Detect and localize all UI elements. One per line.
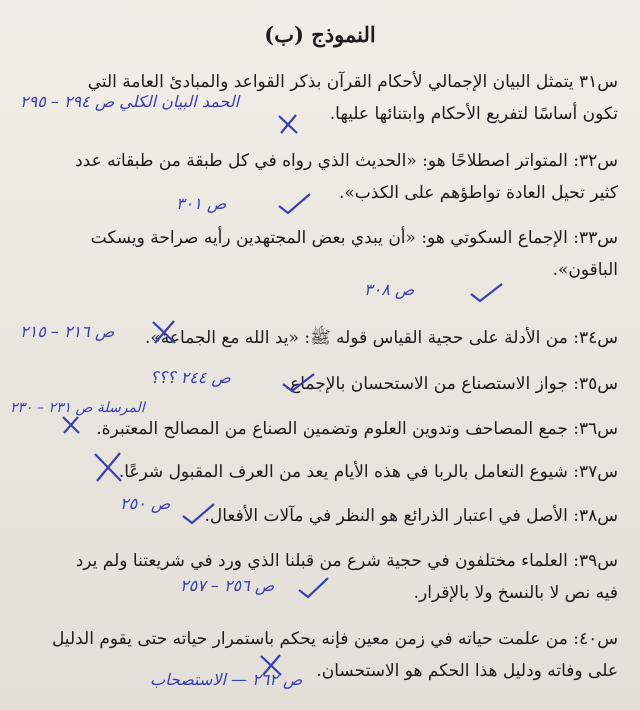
question-31-line-2: تكون أساسًا لتفريع الأحكام وابتنائها عليها. [329,104,618,124]
wrong-x-mark-37 [92,450,124,484]
wrong-x-mark-34 [150,318,178,346]
check-mark-35 [280,370,316,394]
question-39-line-2: فيه نص لا بالنسخ ولا بالإقرار. [413,583,618,603]
question-33 [18,222,618,286]
check-mark-38 [180,500,216,526]
question-40 [18,623,618,687]
question-32-line-2: كثير تحيل العادة تواطؤهم على الكذب». [338,183,618,203]
question-35 [18,368,618,400]
handwritten-note-35: ص ٢٤٤ ؟؟؟ [150,368,231,387]
question-38 [18,500,618,532]
question-38-line-1: س٣٨: الأصل في اعتبار الذرائع هو النظر في مآلات الأفعال. [204,506,618,526]
question-36 [18,413,618,445]
wrong-x-mark-40 [258,652,284,678]
question-33-line-2: الباقون». [552,260,618,280]
handwritten-note-36: المرسلة ص ٢٣١ – ٢٣٠ [10,400,145,416]
question-34-line-1: س٣٤: من الأدلة على حجية القياس قوله ﷺ: «يد الله مع الجماعة». [144,328,618,348]
handwritten-note-40: ص ٢٦٢ — الاستصحاب [150,670,303,689]
question-40-line-2: على وفاته ودليل هذا الحكم هو الاستحسان. [316,661,618,681]
handwritten-note-33: ص ٣٠٨ [364,280,415,299]
handwritten-note-39: ص ٢٥٦ – ٢٥٧ [180,576,275,595]
question-39-line-1: س٣٩: العلماء مختلفون في حجية شرع من قبلنا الذي ورد في شريعتنا ولم يرد [75,551,618,571]
wrong-x-mark-31 [276,112,300,136]
question-40-line-1: س٤٠: من علمت حياته في زمن معين فإنه يحكم باستمرار حياته حتى يقوم الدليل [51,629,618,649]
check-mark-33 [468,280,504,304]
handwritten-note-38: ص ٢٥٠ [120,494,171,513]
question-33-line-1: س٣٣: الإجماع السكوتي هو: «أن يبدي بعض المجتهدين رأيه صراحة ويسكت [90,228,618,248]
question-37-line-1: س٣٧: شيوع التعامل بالربا في هذه الأيام يعد من العرف المقبول شرعًا. [118,462,618,482]
question-32-line-1: س٣٢: المتواتر اصطلاحًا هو: «الحديث الذي رواه في كل طبقة من طبقاته عدد [75,151,618,171]
question-35-line-1: س٣٥: جواز الاستصناع من الاستحسان بالإجماع. [284,374,618,394]
handwritten-note-32: ص ٣٠١ [176,194,227,213]
handwritten-note-31: الحمد البيان الكلي ص ٢٩٤ – ٢٩٥ [20,92,240,111]
question-36-line-1: س٣٦: جمع المصاحف وتدوين العلوم وتضمين الصناع من المصالح المعتبرة. [96,419,618,439]
question-31-line-1: س٣١ يتمثل البيان الإجمالي لأحكام القرآن بذكر القواعد والمبادئ العامة التي [87,72,618,92]
question-32 [18,145,618,209]
page-title: النموذج (ب) [264,22,376,47]
wrong-x-mark-36 [60,414,82,436]
check-mark-39 [296,574,330,600]
check-mark-32 [276,190,312,216]
handwritten-note-34: ص ٢١٦ – ٢١٥ [20,322,115,341]
